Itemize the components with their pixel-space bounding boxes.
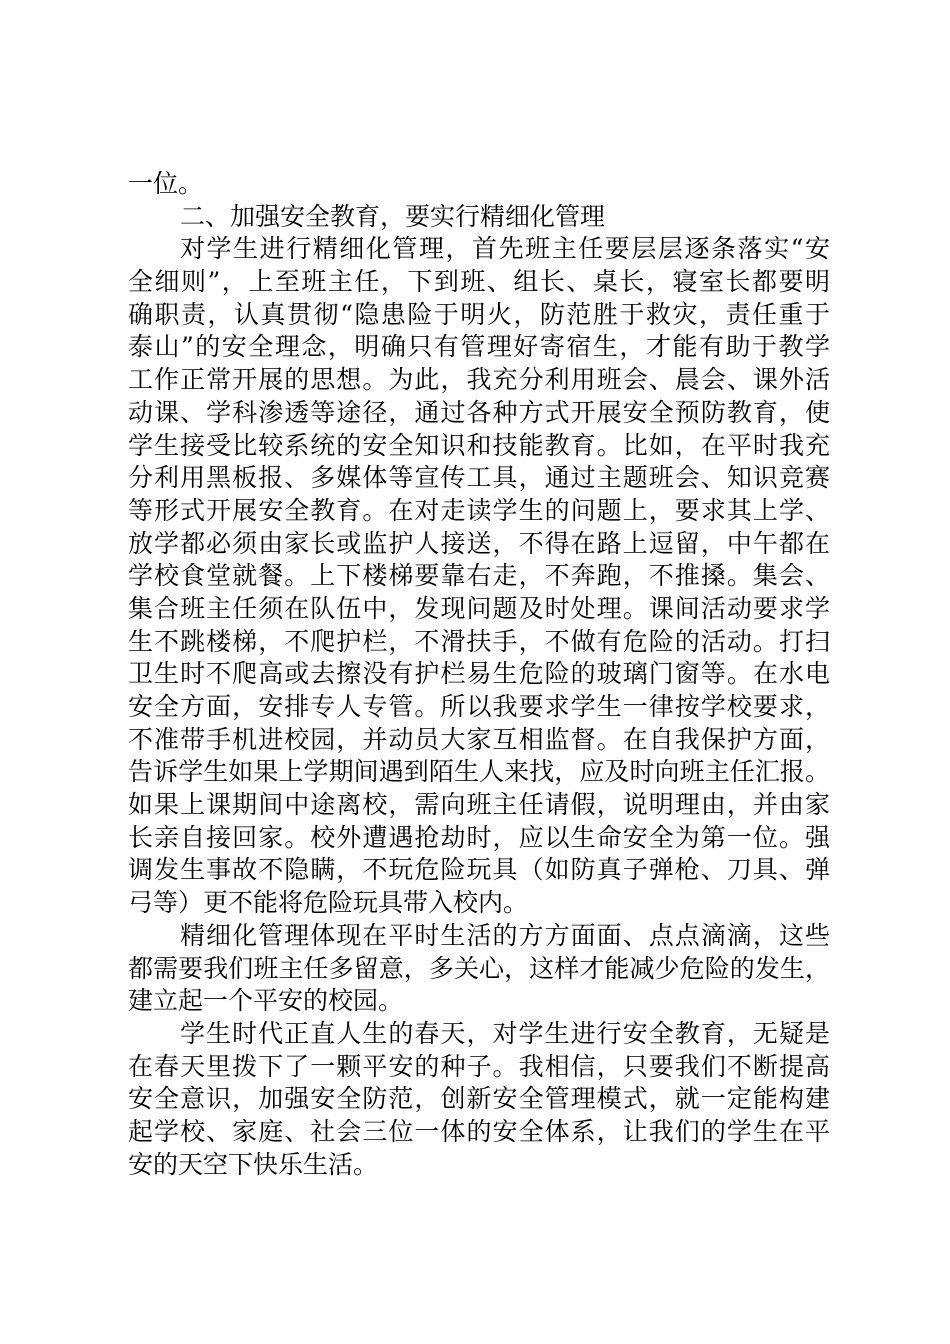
text-line: 建立起一个平安的校园。 bbox=[128, 986, 404, 1016]
text-line: 起学校、家庭、社会三位一体的安全体系，让我们的学生在平 bbox=[128, 1116, 830, 1146]
text-line: 泰山”的安全理念，明确只有管理好寄宿生，才能有助于教学 bbox=[128, 332, 830, 362]
text-line: 调发生事故不隐瞒，不玩危险玩具（如防真子弹枪、刀具、弹 bbox=[128, 855, 830, 885]
text-line: 二、加强安全教育，要实行精细化管理 bbox=[180, 201, 606, 231]
text-line: 放学都必须由家长或监护人接送，不得在路上逗留，中午都在 bbox=[128, 528, 830, 558]
text-line: 卫生时不爬高或去擦没有护栏易生危险的玻璃门窗等。在水电 bbox=[128, 659, 830, 689]
text-line: 确职责，认真贯彻“隐患险于明火，防范胜于救灾，责任重于 bbox=[128, 299, 830, 329]
text-line: 弓等）更不能将危险玩具带入校内。 bbox=[128, 888, 529, 918]
text-line: 不准带手机进校园，并动员大家互相监督。在自我保护方面， bbox=[128, 724, 830, 754]
text-line: 对学生进行精细化管理，首先班主任要层层逐条落实“安 bbox=[180, 234, 830, 264]
text-line: 都需要我们班主任多留意，多关心，这样才能减少危险的发生， bbox=[128, 953, 830, 983]
text-line: 学生接受比较系统的安全知识和技能教育。比如，在平时我充 bbox=[128, 430, 830, 460]
document-page bbox=[128, 168, 830, 1181]
text-line: 学校食堂就餐。上下楼梯要靠右走，不奔跑，不推搡。集会、 bbox=[128, 561, 830, 591]
text-line: 全细则”，上至班主任，下到班、组长、桌长，寝室长都要明 bbox=[128, 267, 830, 297]
text-line: 如果上课期间中途离校，需向班主任请假，说明理由，并由家 bbox=[128, 790, 830, 820]
text-line: 安全意识，加强安全防范，创新安全管理模式，就一定能构建 bbox=[128, 1084, 830, 1114]
text-line: 集合班主任须在队伍中，发现问题及时处理。课间活动要求学 bbox=[128, 593, 830, 623]
text-line: 长亲自接回家。校外遭遇抢劫时，应以生命安全为第一位。强 bbox=[128, 822, 830, 852]
text-line: 工作正常开展的思想。为此，我充分利用班会、晨会、课外活 bbox=[128, 365, 830, 395]
text-line: 学生时代正直人生的春天，对学生进行安全教育，无疑是 bbox=[180, 1018, 830, 1048]
text-line: 生不跳楼梯，不爬护栏，不滑扶手，不做有危险的活动。打扫 bbox=[128, 626, 830, 656]
text-line: 等形式开展安全教育。在对走读学生的问题上，要求其上学、 bbox=[128, 495, 830, 525]
text-line: 分利用黑板报、多媒体等宣传工具，通过主题班会、知识竞赛 bbox=[128, 463, 830, 493]
text-line: 精细化管理体现在平时生活的方方面面、点点滴滴，这些 bbox=[180, 920, 830, 950]
text-line: 动课、学科渗透等途径，通过各种方式开展安全预防教育，使 bbox=[128, 397, 830, 427]
text-line: 安全方面，安排专人专管。所以我要求学生一律按学校要求， bbox=[128, 692, 830, 721]
text-line: 在春天里拨下了一颗平安的种子。我相信，只要我们不断提高 bbox=[128, 1051, 830, 1081]
text-line: 一位。 bbox=[128, 169, 204, 198]
text-line: 安的天空下快乐生活。 bbox=[128, 1149, 379, 1179]
text-line: 告诉学生如果上学期间遇到陌生人来找，应及时向班主任汇报。 bbox=[128, 757, 830, 787]
